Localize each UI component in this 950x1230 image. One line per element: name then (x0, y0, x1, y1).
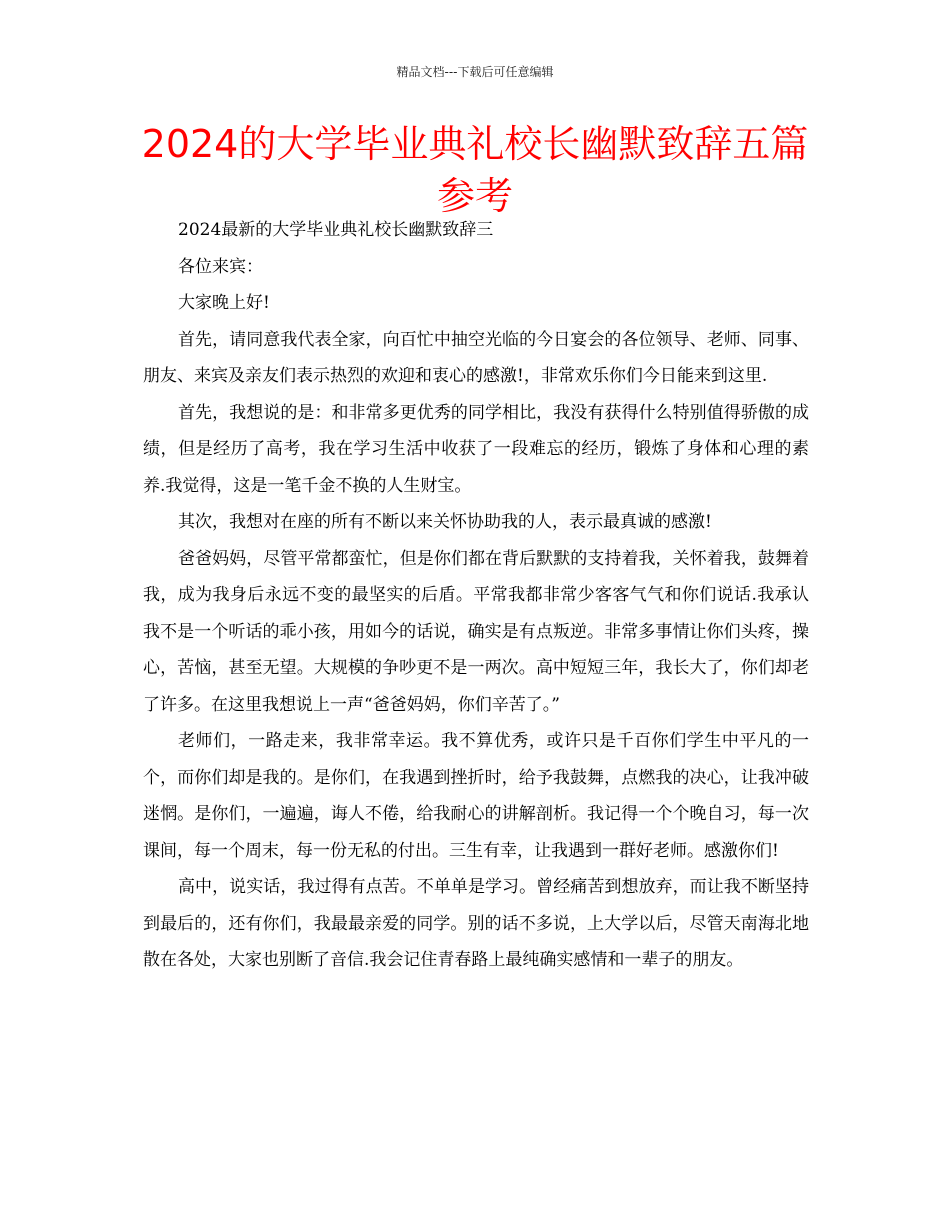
paragraph-experience: 首先，我想说的是：和非常多更优秀的同学相比，我没有获得什么特别值得骄傲的成绩，但是经历了高考，我在学习生活中收获了一段难忘的经历，锻炼了身体和心理的素养.我觉得，这是一笔千金不换的人生财宝。 (143, 402, 809, 496)
document-body (143, 212, 809, 979)
page-header-watermark: 精品文档---下载后可任意编辑 (396, 65, 554, 79)
paragraph-salutation: 各位来宾： (178, 256, 263, 277)
paragraph-gratitude: 其次，我想对在座的所有不断以来关怀协助我的人，表示最真诚的感激! (178, 512, 712, 532)
paragraph-classmates: 高中，说实话，我过得有点苦。不单单是学习。曾经痛苦到想放弃，而让我不断坚持到最后的，还有你们，我最最亲爱的同学。别的话不多说，上大学以后，尽管天南海北地散在各处，大家也别断了音信.我会记住青春路上最纯确实感情和一辈子的朋友。 (143, 877, 809, 970)
document-title: 2024的大学毕业典礼校长幽默致辞五篇参考 (141, 122, 809, 218)
paragraph-teachers: 老师们，一路走来，我非常幸运。我不算优秀，或许只是千百你们学生中平凡的一个，而你们却是我的。是你们，在我遇到挫折时，给予我鼓舞，点燃我的决心，让我冲破迷惘。是你们，一遍遍，诲人不倦，给我耐心的讲解剖析。我记得一个个晚自习，每一次课间，每一个周末，每一份无私的付出。三生有幸，让我遇到一群好老师。感激你们! (143, 731, 809, 861)
paragraph-parents: 爸爸妈妈，尽管平常都蛮忙，但是你们都在背后默默的支持着我，关怀着我，鼓舞着我，成为我身后永远不变的最坚实的后盾。平常我都非常少客客气气和你们说话.我承认我不是一个听话的乖小孩，用如今的话说，确实是有点叛逆。非常多事情让你们头疼，操心，苦恼，甚至无望。大规模的争吵更不是一两次。高中短短三年，我长大了，你们却老了许多。在这里我想说上一声“爸爸妈妈，你们辛苦了。” (143, 548, 809, 715)
paragraph-welcome: 首先，请同意我代表全家，向百忙中抽空光临的今日宴会的各位领导、老师、同事、朋友、来宾及亲友们表示热烈的欢迎和衷心的感激!，非常欢乐你们今日能来到这里. (143, 329, 809, 386)
paragraph-subtitle: 2024最新的大学毕业典礼校长幽默致辞三 (178, 220, 494, 240)
paragraph-greeting: 大家晚上好! (178, 293, 270, 313)
